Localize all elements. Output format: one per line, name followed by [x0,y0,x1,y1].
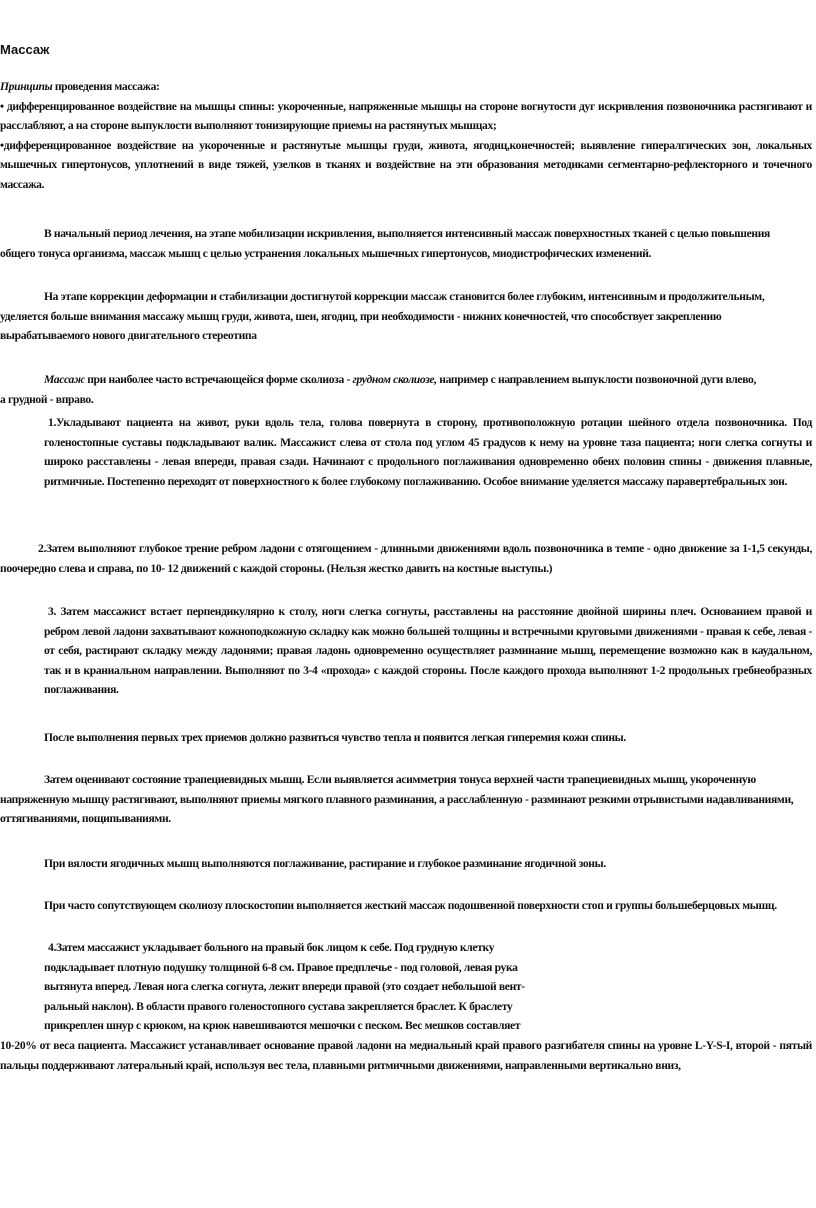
paragraph-trapezius: Затем оценивают состояние трапециевидных мышц. Если выявляется асимметрия тонуса верхней части трапециевидных мышц, укороченную напряженную мышцу растягивают, выполняют приемы мягкого плавного разминания, а расслабленную - разминают резкими отрывистыми надавливаниями, оттягиваниями, пощипываниями. [0,773,794,826]
step-4 [44,938,804,1036]
principles-heading-rest: проведения массажа: [52,80,160,93]
paragraph-scoliosis-form [0,370,760,409]
paragraph-warmth: После выполнения первых трех приемов должно развиться чувство тепла и появится легкая гиперемия кожи спины. [44,731,626,744]
step-4-line: вытянута вперед. Левая нога слегка согнута, лежит впереди правой (это создает небольшой вент- [44,980,525,994]
principles-section [0,77,812,195]
step-4-line: ральный наклон). В области правого голеностопного сустава закрепляется браслет. К браслету [44,999,513,1013]
principle-bullet-2: •дифференцированное воздействие на укороченные и растянутые мышцы груди, живота, ягодиц,конечностей; выявление гипералгических зон, локальных мышечных гипертонусов, уплотнений в виде тяжей, узелков в тканях и воздействие на эти образования методиками сегментарно-рефлекторного и точечного массажа. [0,138,812,191]
step-2: 2.Затем выполняют глубокое трение ребром ладони с отягощением - длинными движениями вдоль позвоночника в темпе - одно движение за 1-1,5 секунды, поочередно слева и справа, по 10- 12 движений с каждой стороны. (Нельзя жестко давить на костные выступы.) [0,542,812,575]
step-1: 1.Укладывают пациента на живот, руки вдоль тела, голова повернута в сторону, противоположную ротации шейного отдела позвоночника. Под голеностопные суставы подкладывают валик. Массажист слева от стола под углом 45 градусов к нему на уровне таза пациента; ноги слегка согнуты и широко расставлены - левая впереди, правая сзади. Начинают с продольного поглаживания одновременно обеих половин спины - движения плавные, ритмичные. Постепенно переходят от поверхностного к более глубокому поглаживанию. Особое внимание уделяется массажу паравертебральных зон. [44,416,812,488]
paragraph-gluteal: При вялости ягодичных мышц выполняются поглаживание, растирание и глубокое разминание ягодичной зоны. [44,857,606,870]
paragraph-correction: На этапе коррекции деформации и стабилизации достигнутой коррекции массаж становится более глубоким, интенсивным и продолжительным, уделяется больше внимания массажу мышц груди, живота, шеи, ягодиц, при необходимости - нижних конечностей, что способствует закреплению вырабатываемого нового двигательного стереотипа [0,290,765,343]
step-4-line: подкладывает плотную подушку толщиной 6-8 см. Правое предплечье - под головой, левая рука [44,960,518,974]
step-4-line: 4.Затем массажист укладывает больного на правый бок лицом к себе. Под грудную клетку [48,941,495,954]
scoliosis-lead: Массаж [44,373,85,386]
paragraph-flatfoot: При часто сопутствующем сколиозу плоскостопии выполняется жесткий массаж подошвенной поверхности стоп и группы большеберцовых мышц. [44,899,777,912]
principles-heading-word: Принципы [0,80,53,93]
step-3: 3. Затем массажист встает перпендикулярно к столу, ноги слегка согнуты, расставлены на расстояние двойной ширины плеч. Основанием правой и ребром левой ладони захватывают кожноподкожную складку как можно большей толщины и встречными круговыми движениями - правая к себе, левая - от себя, растирают складку между ладонями; правая ладонь одновременно осуществляет разминание мышц, перемещение возможно как в каудальном, так и в краниальном направлении. Выполняют по 3-4 «прохода» с каждой стороны. После каждого прохода выполняют 1-2 продольных гребнеобразных поглаживания. [44,605,812,697]
scoliosis-form: грудном сколиозе, [352,373,437,386]
scoliosis-rest: например с направлением выпуклости позвоночной дуги влево, а грудной - вправо. [0,373,757,406]
paragraph-mobilization: В начальный период лечения, на этапе мобилизации искривления, выполняется интенсивный массаж поверхностных тканей с целью повышения общего тонуса организма, массаж мышц с целью устранения локальных мышечных гипертонусов, миодистрофических изменений. [0,227,770,260]
principle-bullet-1: • дифференцированное воздействие на мышцы спины: укороченные, напряженные мышцы на стороне вогнутости дуг искривления позвоночника растягивают и расслабляют, а на стороне выпуклости выполняют тонизирующие приемы на растянутых мышцах; [0,99,812,133]
step-4-line: прикреплен шнур с крюком, на крюк навешиваются мешочки с песком. Вес мешков составляет [44,1019,521,1033]
scoliosis-mid: при наиболее часто встречающейся форме сколиоза - [84,373,353,386]
page-title: Массаж [0,42,50,57]
step-4-continued: 10-20% от веса пациента. Массажист устанавливает основание правой ладони на медиальный край правого разгибателя спины на уровне L-Y-S-I, второй - пятый пальцы поддерживают латеральный край, используя вес тела, плавными ритмичными движениями, направленными вертикально вниз, [0,1039,812,1072]
